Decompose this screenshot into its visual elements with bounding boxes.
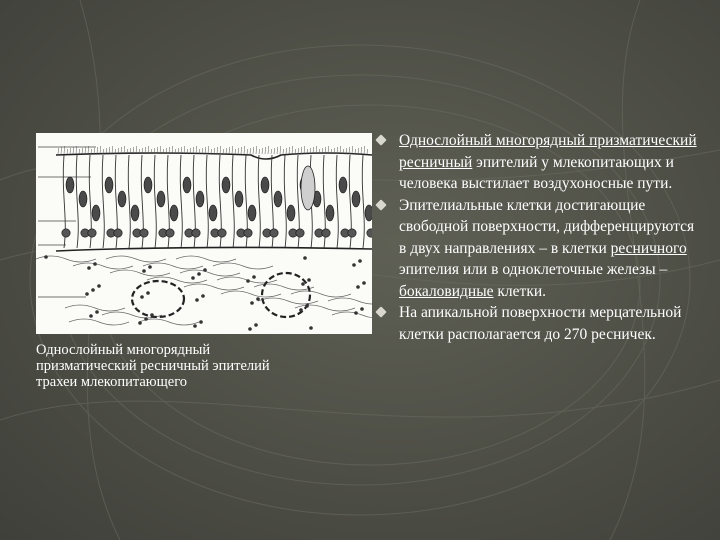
diamond-bullet-icon xyxy=(375,306,386,317)
cilium xyxy=(244,146,245,154)
cell-nucleus xyxy=(274,191,282,207)
bullet-list xyxy=(372,130,702,345)
tissue-cell xyxy=(148,265,152,269)
cilium xyxy=(289,147,290,154)
cilium xyxy=(256,146,257,154)
tissue-cell xyxy=(87,266,91,270)
cell-nucleus xyxy=(339,177,347,193)
cilium xyxy=(259,149,260,154)
tissue-cell xyxy=(248,327,252,331)
tissue-cell xyxy=(95,310,99,314)
cell-nucleus xyxy=(352,191,360,207)
tissue-cell xyxy=(254,323,258,327)
tissue-cell xyxy=(140,295,144,299)
cell-nucleus xyxy=(196,191,204,207)
basal-nucleus xyxy=(62,229,70,237)
tissue-cell xyxy=(44,255,48,259)
connective-fiber xyxy=(139,319,199,325)
tissue-cell xyxy=(309,326,313,330)
bullet-text-part: эпителия или в одноклеточные железы – xyxy=(399,261,668,278)
cilium xyxy=(280,146,281,154)
diamond-bullet-icon xyxy=(375,199,386,210)
bullet-text-part: клетки. xyxy=(493,282,547,300)
cilium xyxy=(361,147,362,154)
tissue-cell xyxy=(354,311,358,315)
basal-nucleus xyxy=(88,229,96,237)
tissue-cell xyxy=(203,268,207,272)
basal-nucleus xyxy=(270,229,278,237)
cilium xyxy=(262,148,263,154)
cell-nucleus xyxy=(235,191,243,207)
cilium xyxy=(73,147,74,154)
cell-nucleus xyxy=(92,205,100,221)
tissue-cell xyxy=(93,262,97,266)
tissue-cell xyxy=(97,284,101,288)
diamond-bullet-icon xyxy=(375,134,386,145)
cilium xyxy=(70,148,71,154)
basal-nucleus xyxy=(114,229,122,237)
cell-wall xyxy=(232,155,234,248)
cilium xyxy=(235,149,236,154)
tissue-cell xyxy=(252,275,256,279)
tissue-cell xyxy=(201,294,205,298)
cell-wall xyxy=(76,155,78,248)
cell-wall xyxy=(102,155,104,248)
bullet-text-part: эпителий у млекопитающих и человека выстилает воздухоносные пути. xyxy=(399,153,674,192)
connective-fiber xyxy=(69,319,129,325)
cell-nucleus xyxy=(131,205,139,221)
cell-nucleus xyxy=(66,177,74,193)
tissue-cell xyxy=(144,317,148,321)
tissue-cell xyxy=(85,292,89,296)
connective-fiber xyxy=(180,270,240,276)
cilium xyxy=(358,148,359,154)
tissue-cell xyxy=(246,279,250,283)
cell-wall xyxy=(284,155,286,248)
bullet-text xyxy=(399,130,702,195)
caption-line: трахеи млекопитающего xyxy=(36,374,188,390)
connective-fiber xyxy=(184,284,244,290)
tissue-cell xyxy=(197,272,201,276)
cilium xyxy=(364,146,365,154)
tissue-cell xyxy=(301,282,305,286)
basal-nucleus xyxy=(218,229,226,237)
basal-nucleus xyxy=(244,229,252,237)
basal-nucleus xyxy=(296,229,304,237)
basal-nucleus xyxy=(348,229,356,237)
basal-nucleus xyxy=(322,229,330,237)
cell-nucleus xyxy=(144,177,152,193)
tissue-cell xyxy=(142,269,146,273)
connective-fiber xyxy=(328,298,372,304)
tissue-cell xyxy=(299,308,303,312)
tissue-cell xyxy=(356,285,360,289)
cilium xyxy=(352,146,353,154)
cell-wall xyxy=(336,155,338,248)
cilium xyxy=(271,149,272,154)
bullet-text-part: ресничного xyxy=(610,239,687,257)
connective-fiber xyxy=(213,263,273,269)
tissue-cell xyxy=(352,263,356,267)
connective-fiber xyxy=(65,305,125,311)
connective-fiber xyxy=(221,291,281,297)
cell-nucleus xyxy=(183,177,191,193)
cilium xyxy=(286,148,287,154)
basal-nucleus xyxy=(166,229,174,237)
cilium xyxy=(61,147,62,154)
cilium xyxy=(253,147,254,154)
bullet-text-part: Эпителиальные клетки достигающие свободной поверхности, дифференцируются в двух направлениях – в клетки xyxy=(399,196,695,257)
tissue-cell xyxy=(256,297,260,301)
cilium xyxy=(268,146,269,154)
cell-nucleus xyxy=(365,205,372,221)
cell-nucleus xyxy=(79,191,87,207)
cell-nucleus xyxy=(209,205,217,221)
goblet-cell xyxy=(301,166,315,210)
tissue-cell xyxy=(250,301,254,305)
cilium xyxy=(220,146,221,154)
cilium xyxy=(241,147,242,154)
cell-nucleus xyxy=(287,205,295,221)
tissue-cell xyxy=(146,291,150,295)
bullet-item-3 xyxy=(372,302,702,345)
cell-nucleus xyxy=(248,205,256,221)
bullet-item-2 xyxy=(372,195,702,303)
bullet-text xyxy=(399,302,702,345)
tissue-cell xyxy=(305,304,309,308)
connective-fiber xyxy=(143,263,203,269)
cell-wall xyxy=(180,155,182,248)
caption-line: призматический ресничный эпителий xyxy=(36,358,270,374)
tissue-cell xyxy=(195,298,199,302)
cilium xyxy=(82,148,83,154)
bullet-text-part: На апикальной поверхности мерцательной клетки располагается до 270 ресничек. xyxy=(399,304,682,343)
basal-nucleus xyxy=(140,229,148,237)
tissue-cell xyxy=(303,256,307,260)
cell-wall xyxy=(154,155,156,248)
cilium xyxy=(247,149,248,154)
cilium xyxy=(232,146,233,154)
tissue-cell xyxy=(91,288,95,292)
cilium xyxy=(367,149,368,154)
tissue-cell xyxy=(138,321,142,325)
epithelium-drawing xyxy=(36,133,372,334)
cell-nucleus xyxy=(170,205,178,221)
bullet-text xyxy=(399,195,702,303)
cilium xyxy=(283,149,284,154)
cell-nucleus xyxy=(157,191,165,207)
cell-nucleus xyxy=(326,205,334,221)
cilium xyxy=(265,147,266,154)
bullet-text-part: бокаловидные xyxy=(399,282,494,300)
cell-nucleus xyxy=(222,177,230,193)
cilium xyxy=(229,147,230,154)
tissue-cell xyxy=(150,313,154,317)
tissue-cell xyxy=(193,324,197,328)
cell-wall xyxy=(206,155,208,248)
tissue-cell xyxy=(307,278,311,282)
cilium xyxy=(274,148,275,154)
basal-nucleus xyxy=(192,229,200,237)
cilium xyxy=(58,148,59,154)
connective-fiber xyxy=(332,312,372,318)
cell-nucleus xyxy=(105,177,113,193)
cell-nucleus xyxy=(261,177,269,193)
cell-wall xyxy=(258,155,260,248)
cilium xyxy=(100,146,101,154)
connective-fiber xyxy=(176,256,236,262)
cilium xyxy=(226,148,227,154)
tissue-cell xyxy=(191,276,195,280)
cilium xyxy=(217,147,218,154)
cilium xyxy=(250,148,251,154)
cell-wall xyxy=(362,155,364,248)
connective-fiber xyxy=(291,291,351,297)
cilium xyxy=(277,147,278,154)
tissue-cell xyxy=(89,314,93,318)
connective-fiber xyxy=(73,263,133,269)
cell-wall xyxy=(128,155,130,248)
tissue-cell xyxy=(360,307,364,311)
cilium xyxy=(85,147,86,154)
connective-fiber xyxy=(106,256,166,262)
caption-line: Однослойный многорядный xyxy=(36,342,211,358)
bullet-text-part: Однослойный многорядный призматический ресничный xyxy=(399,132,697,171)
tissue-cell xyxy=(358,259,362,263)
bullet-item-1 xyxy=(372,130,702,195)
cilium xyxy=(79,149,80,154)
cell-nucleus xyxy=(118,191,126,207)
cilium xyxy=(292,146,293,154)
tissue-cell xyxy=(362,281,366,285)
epithelium-illustration xyxy=(36,133,372,334)
figure-caption xyxy=(36,342,366,390)
connective-fiber xyxy=(110,270,170,276)
cilium xyxy=(67,149,68,154)
cilium xyxy=(238,148,239,154)
tissue-cell xyxy=(199,320,203,324)
cilium xyxy=(208,146,209,154)
